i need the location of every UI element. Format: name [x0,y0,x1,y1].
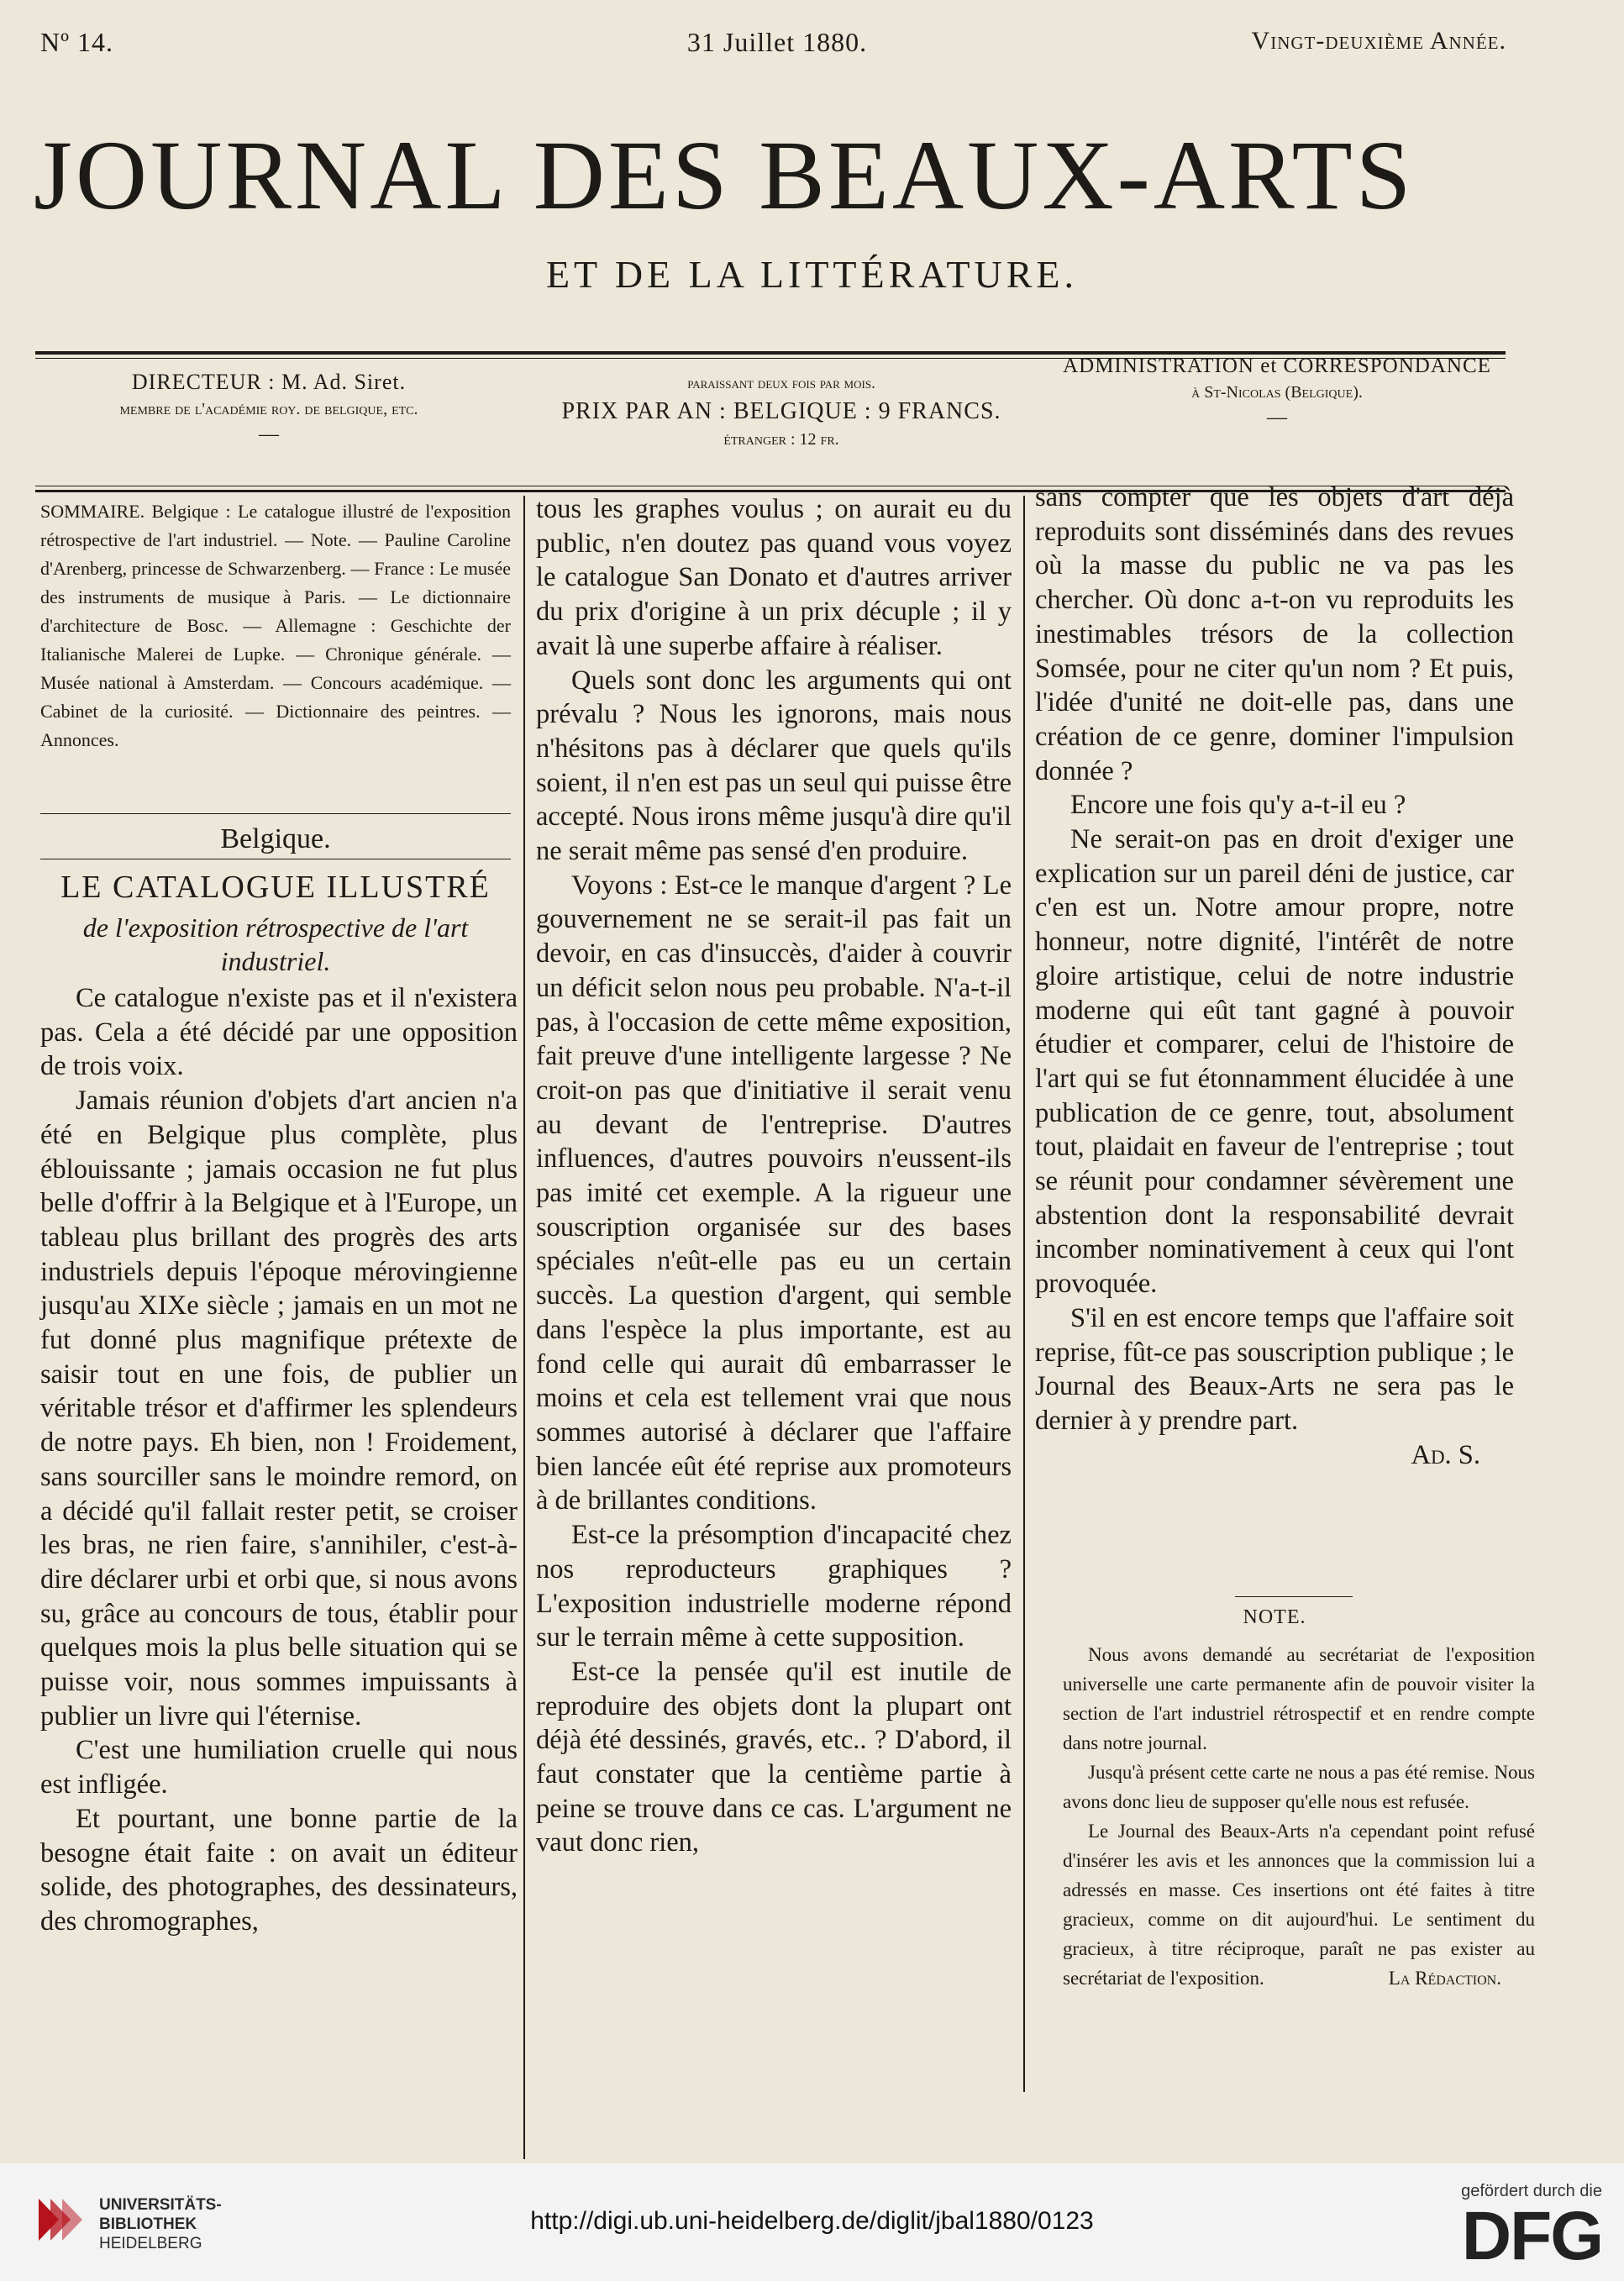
admin-address: à St-Nicolas (Belgique). [1191,383,1363,402]
column-divider-1 [523,496,525,2159]
paragraph: Ce catalogue n'existe pas et il n'existera pas. Cela a été décidé par une opposition de trois voix. [40,983,518,1082]
paragraph: C'est une humiliation cruelle qui nous est infligée. [40,1735,518,1800]
sommaire-rule [40,813,511,814]
director-dash: — [259,423,279,445]
masthead-subtitle: ET DE LA LITTÉRATURE. [545,253,1079,296]
admin-block [1042,355,1512,429]
digitization-footer [0,2163,1624,2281]
paragraph: Est-ce la pensée qu'il est inutile de reproduire des objets dont la plupart ont déjà été dessinés, gravés, etc.. ? D'abord, il faut constater que la centième partie à peine se trouve dans ce cas. L'argument ne vaut donc rien, [536,1656,1012,1858]
library-line: UNIVERSITÄTS- [99,2196,222,2214]
price: PRIX PAR AN : BELGIQUE : 9 FRANCS. [561,398,1001,424]
paragraph: Voyons : Est-ce le manque d'argent ? Le gouvernement ne se serait-il pas fait un devoir, en cas d'insuccès, d'aider à couvrir un déficit selon nous peu probable. N'a-t-il pas, à l'occasion de cette même exposition, fait preuve d'une intelligente largesse ? Ne croit-on pas que d'initiative il serait venu au devant de l'entreprise. D'autres influences, d'autres pouvoirs n'eussent-ils pas imité cet exemple. A la rigueur une souscription organisée sur des bases spéciales n'eût-elle pas eu un certain succès. La question d'argent, qui semble dans l'espèce la plus importante, est au fond celle qui aurait dû embarrasser le moins et cela est tellement vrai que nous sommes autorisé à déclarer que l'affaire bien lancée eût été reprise aux promoteurs à de brillantes conditions. [536,870,1012,1516]
note-body [1063,1640,1535,1993]
article-signature: Ad. S. [1411,1439,1480,1470]
source-url-link[interactable]: http://digi.ub.uni-heidelberg.de/diglit/jbal1880/0123 [530,2207,1094,2235]
issue-number: Nº 14. [40,27,114,57]
library-line: HEIDELBERG [99,2235,202,2252]
article-title: LE CATALOGUE ILLUSTRÉ [60,870,491,905]
section-heading: Belgique. [220,823,331,854]
director-block [50,370,487,446]
masthead-title: JOURNAL DES BEAUX-ARTS [34,120,1415,230]
issue-year: Vingt-deuxième Année. [1251,27,1506,55]
director-affiliation: membre de l'académie roy. de belgique, etc. [119,400,418,418]
article-column-3 [1035,481,1514,1472]
note-paragraph: Le Journal des Beaux-Arts n'a cependant point refusé d'insérer les avis et les annonces que la commission lui a adressés en masse. Ces insertions ont été faites à titre gracieux, comme on dit aujourd'hui. Le sentiment du gracieux, à titre réciproque, paraît ne pas exister au secrétariat de l'exposition. [1063,1821,1535,1989]
paragraph: Est-ce la présomption d'incapacité chez nos reproducteurs graphiques ? L'exposition industrielle moderne répond sur le terrain même à cette supposition. [536,1520,1012,1653]
paragraph: S'il en est encore temps que l'affaire soit reprise, fût-ce pas souscription publique ; le Journal des Beaux-Arts ne sera pas le dernier à y prendre part. [1035,1302,1514,1436]
note-title: NOTE. [1243,1606,1306,1628]
library-line: BIBLIOTHEK [99,2215,197,2233]
price-foreign: étranger : 12 fr. [723,430,839,449]
paragraph: Encore une fois qu'y a-t-il eu ? [1070,790,1406,821]
note-separator [1235,1596,1353,1597]
price-block [538,370,1025,454]
paragraph: Ne serait-on pas en droit d'exiger une explication sur un pareil déni de justice, car c'en est un. Notre amour propre, notre honneur, notre dignité, l'intérêt de notre gloire artistique, celui de notre industrie moderne qui eût tant gagné à pouvoir étudier et comparer, celui de l'histoire de l'art qui se fut étonnamment élucidée à une publication de ce genre, tout, absolument tout, plaidait en faveur de l'entreprise ; tout se réunit pour condamner sévèrement une abstention dont la responsabilité devrait incomber nominativement à ceux qui l'ont provoquée. [1035,824,1514,1300]
note-paragraph: Jusqu'à présent cette carte ne nous a pas été remise. Nous avons donc lieu de supposer qu'elle nous est refusée. [1063,1762,1535,1812]
note-signature: La Rédaction. [1388,1968,1501,1989]
paragraph: Jamais réunion d'objets d'art ancien n'a été en Belgique plus complète, plus éblouissante ; jamais occasion ne fut plus belle d'offrir à la Belgique et à l'Europe, un tableau plus brillant des progrès des arts industriels depuis l'époque mérovingienne jusqu'au XIXe siècle ; jamais en un mot ne fut donné plus magnifique prétexte de saisir tout en une fois, de publier un véritable trésor et d'affirmer les splendeurs de notre pays. Eh bien, non ! Froidement, sans sourciller sans le moindre remord, on a décidé qu'il fallait rester petit, se croiser les bras, ne rien faire, s'annihiler, c'est-à-dire déclarer urbi et orbi que, si nous avons su, grâce au concours de tous, établir pour quelques mois la plus belle situation qui se puisse voir, nous sommes impuissants à publier un livre qui l'éternise. [40,1085,518,1732]
director-name: DIRECTEUR : M. Ad. Siret. [131,370,407,394]
paragraph: Et pourtant, une bonne partie de la besogne était faite : on avait un éditeur solide, des photographes, des dessinateurs, des chromographes, [40,1803,518,1937]
admin-title: ADMINISTRATION et CORRESPONDANCE [1063,355,1491,377]
column-divider-2 [1023,496,1025,2092]
article-column-1 [40,981,518,1939]
paragraph: sans compter que les objets d'art déjà reproduits sont disséminés dans des revues où la masse du public ne va pas les chercher. Où donc a-t-on vu reproduits les inestimables trésors de la collection Somsée, pour ne citer qu'un nom ? Et puis, l'idée d'unité ne doit-elle pas, dans une création de ce genre, dominer l'impulsion donnée ? [1035,482,1514,786]
frequency: paraissant deux fois par mois. [687,375,875,392]
admin-dash: — [1267,407,1287,428]
paragraph: tous les graphes voulus ; on aurait eu du public, n'en doutez pas quand vous voyez le catalogue San Donato et d'autres arriver du prix d'origine à un prix décuple ; il y avait là une superbe affaire à réaliser. [536,494,1012,661]
paragraph: Quels sont donc les arguments qui ont prévalu ? Nous les ignorons, mais nous n'hésitons pas à déclarer que quels qu'ils soient, il n'en est pas un seul qui puisse être accepté. Nous irons même jusqu'à dire qu'il ne serait même pas sensé d'en produire. [536,665,1012,867]
dfg-logo: DFG [1461,2198,1602,2274]
issue-date: 31 Juillet 1880. [686,27,868,57]
note-paragraph: Nous avons demandé au secrétariat de l'exposition universelle une carte permanente afin de pouvoir visiter la section de l'art industriel rétrospectif et en rendre compte dans notre journal. [1063,1644,1535,1753]
article-subtitle: de l'exposition rétrospective de l'art industriel. [82,912,469,976]
article-column-2 [536,492,1012,1860]
sommaire: SOMMAIRE. Belgique : Le catalogue illustré de l'exposition rétrospective de l'art industriel. — Note. — Pauline Caroline d'Arenberg, princesse de Schwarzenberg. — France : Le musée des instruments de musique à Paris. — Le dictionnaire d'architecture de Bosc. — Allemagne : Geschichte der Italianische Malerei de Lupke. — Chronique générale. — Musée national à Amsterdam. — Concours académique. — Cabinet de la curiosité. — Dictionnaire des peintres. — Annonces. [40,501,511,750]
funder-caption: gefördert durch die [1461,2182,1602,2200]
